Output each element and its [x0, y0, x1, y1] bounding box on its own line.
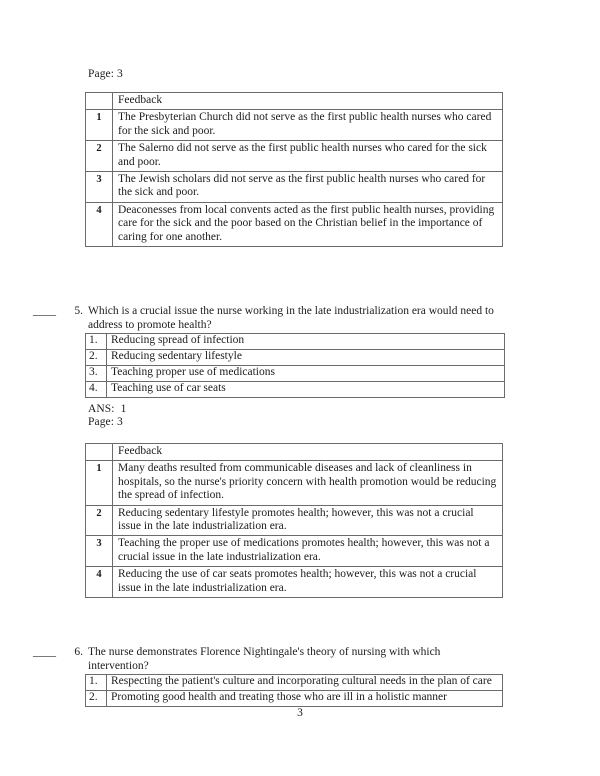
option-row[interactable] — [86, 366, 505, 382]
option-text: Promoting good health and treating those who are ill in a holistic manner — [107, 691, 503, 707]
feedback-row-number: 2 — [86, 505, 113, 536]
feedback-header-cell: Feedback — [113, 444, 503, 461]
table-row — [86, 567, 503, 598]
feedback-header-cell: Feedback — [113, 93, 503, 110]
table-row — [86, 202, 503, 246]
feedback-row-number: 3 — [86, 172, 113, 203]
table-row — [86, 505, 503, 536]
option-row[interactable] — [86, 350, 505, 366]
question-5-answer-blank[interactable]: ____ — [33, 305, 56, 317]
feedback-row-number: 4 — [86, 567, 113, 598]
option-row[interactable] — [86, 382, 505, 398]
question-5-stem: Which is a crucial issue the nurse working in the late industrialization era would need to address to promote health? — [88, 305, 494, 331]
option-text: Reducing sedentary lifestyle — [107, 350, 505, 366]
table-row — [86, 461, 503, 505]
question-6-answer-blank[interactable]: ____ — [33, 646, 56, 658]
page-label: Page: — [88, 416, 115, 428]
feedback-corner-cell — [86, 444, 113, 461]
question-5-number: 5. — [74, 305, 83, 317]
feedback-table-2 — [85, 443, 503, 598]
option-label: 4. — [86, 382, 107, 398]
feedback-row-text: Many deaths resulted from communicable diseases and lack of cleanliness in hospitals, so the nurse's priority concern with health promotion would be reducing the spread of infection. — [113, 461, 503, 505]
feedback-row-number: 1 — [86, 461, 113, 505]
answer-value: 1 — [120, 403, 127, 415]
feedback-row-text: Reducing sedentary lifestyle promotes health; however, this was not a crucial issue in the late industrialization era. — [113, 505, 503, 536]
option-row[interactable] — [86, 334, 505, 350]
question-6-options-table — [85, 674, 503, 707]
feedback-row-text: Reducing the use of car seats promotes health; however, this was not a crucial issue in the late industrialization era. — [113, 567, 503, 598]
option-text: Teaching use of car seats — [107, 382, 505, 398]
option-label: 3. — [86, 366, 107, 382]
option-text: Respecting the patient's culture and incorporating cultural needs in the plan of care — [107, 675, 503, 691]
option-row[interactable] — [86, 691, 503, 707]
feedback-row-text: The Presbyterian Church did not serve as the first public health nurses who cared for the sick and poor. — [113, 110, 503, 141]
feedback-row-text: Teaching the proper use of medications promotes health; however, this was not a crucial issue in the late industrialization era. — [113, 536, 503, 567]
page-header-label: Page: — [88, 68, 115, 80]
feedback-row-number: 3 — [86, 536, 113, 567]
page-folio-number: 3 — [297, 707, 303, 719]
page-value: 3 — [117, 416, 123, 428]
question-6-stem: The nurse demonstrates Florence Nightingale's theory of nursing with which intervention? — [88, 646, 441, 672]
table-row — [86, 141, 503, 172]
feedback-row-number: 1 — [86, 110, 113, 141]
option-text: Reducing spread of infection — [107, 334, 505, 350]
table-row — [86, 536, 503, 567]
table-row — [86, 110, 503, 141]
table-row — [86, 444, 503, 461]
feedback-row-text: Deaconesses from local convents acted as the first public health nurses, providing care for the sick and the poor based on the Christian belief in the importance of caring for one another. — [113, 202, 503, 246]
table-row — [86, 93, 503, 110]
question-5-page-line — [88, 416, 123, 429]
feedback-row-text: The Jewish scholars did not serve as the first public health nurses who cared for the sick and poor. — [113, 172, 503, 203]
option-label: 1. — [86, 334, 107, 350]
answer-label: ANS: — [88, 403, 115, 415]
page-header-value: 3 — [117, 68, 123, 80]
page-header-top — [88, 68, 123, 81]
option-label: 1. — [86, 675, 107, 691]
option-text: Teaching proper use of medications — [107, 366, 505, 382]
option-label: 2. — [86, 691, 107, 707]
feedback-table-1 — [85, 92, 503, 247]
feedback-row-number: 2 — [86, 141, 113, 172]
table-row — [86, 172, 503, 203]
feedback-corner-cell — [86, 93, 113, 110]
question-6-number: 6. — [74, 646, 83, 658]
question-5-answer-line — [88, 403, 126, 416]
option-label: 2. — [86, 350, 107, 366]
feedback-row-text: The Salerno did not serve as the first public health nurses who cared for the sick and poor. — [113, 141, 503, 172]
question-5-options-table — [85, 333, 505, 398]
feedback-row-number: 4 — [86, 202, 113, 246]
option-row[interactable] — [86, 675, 503, 691]
